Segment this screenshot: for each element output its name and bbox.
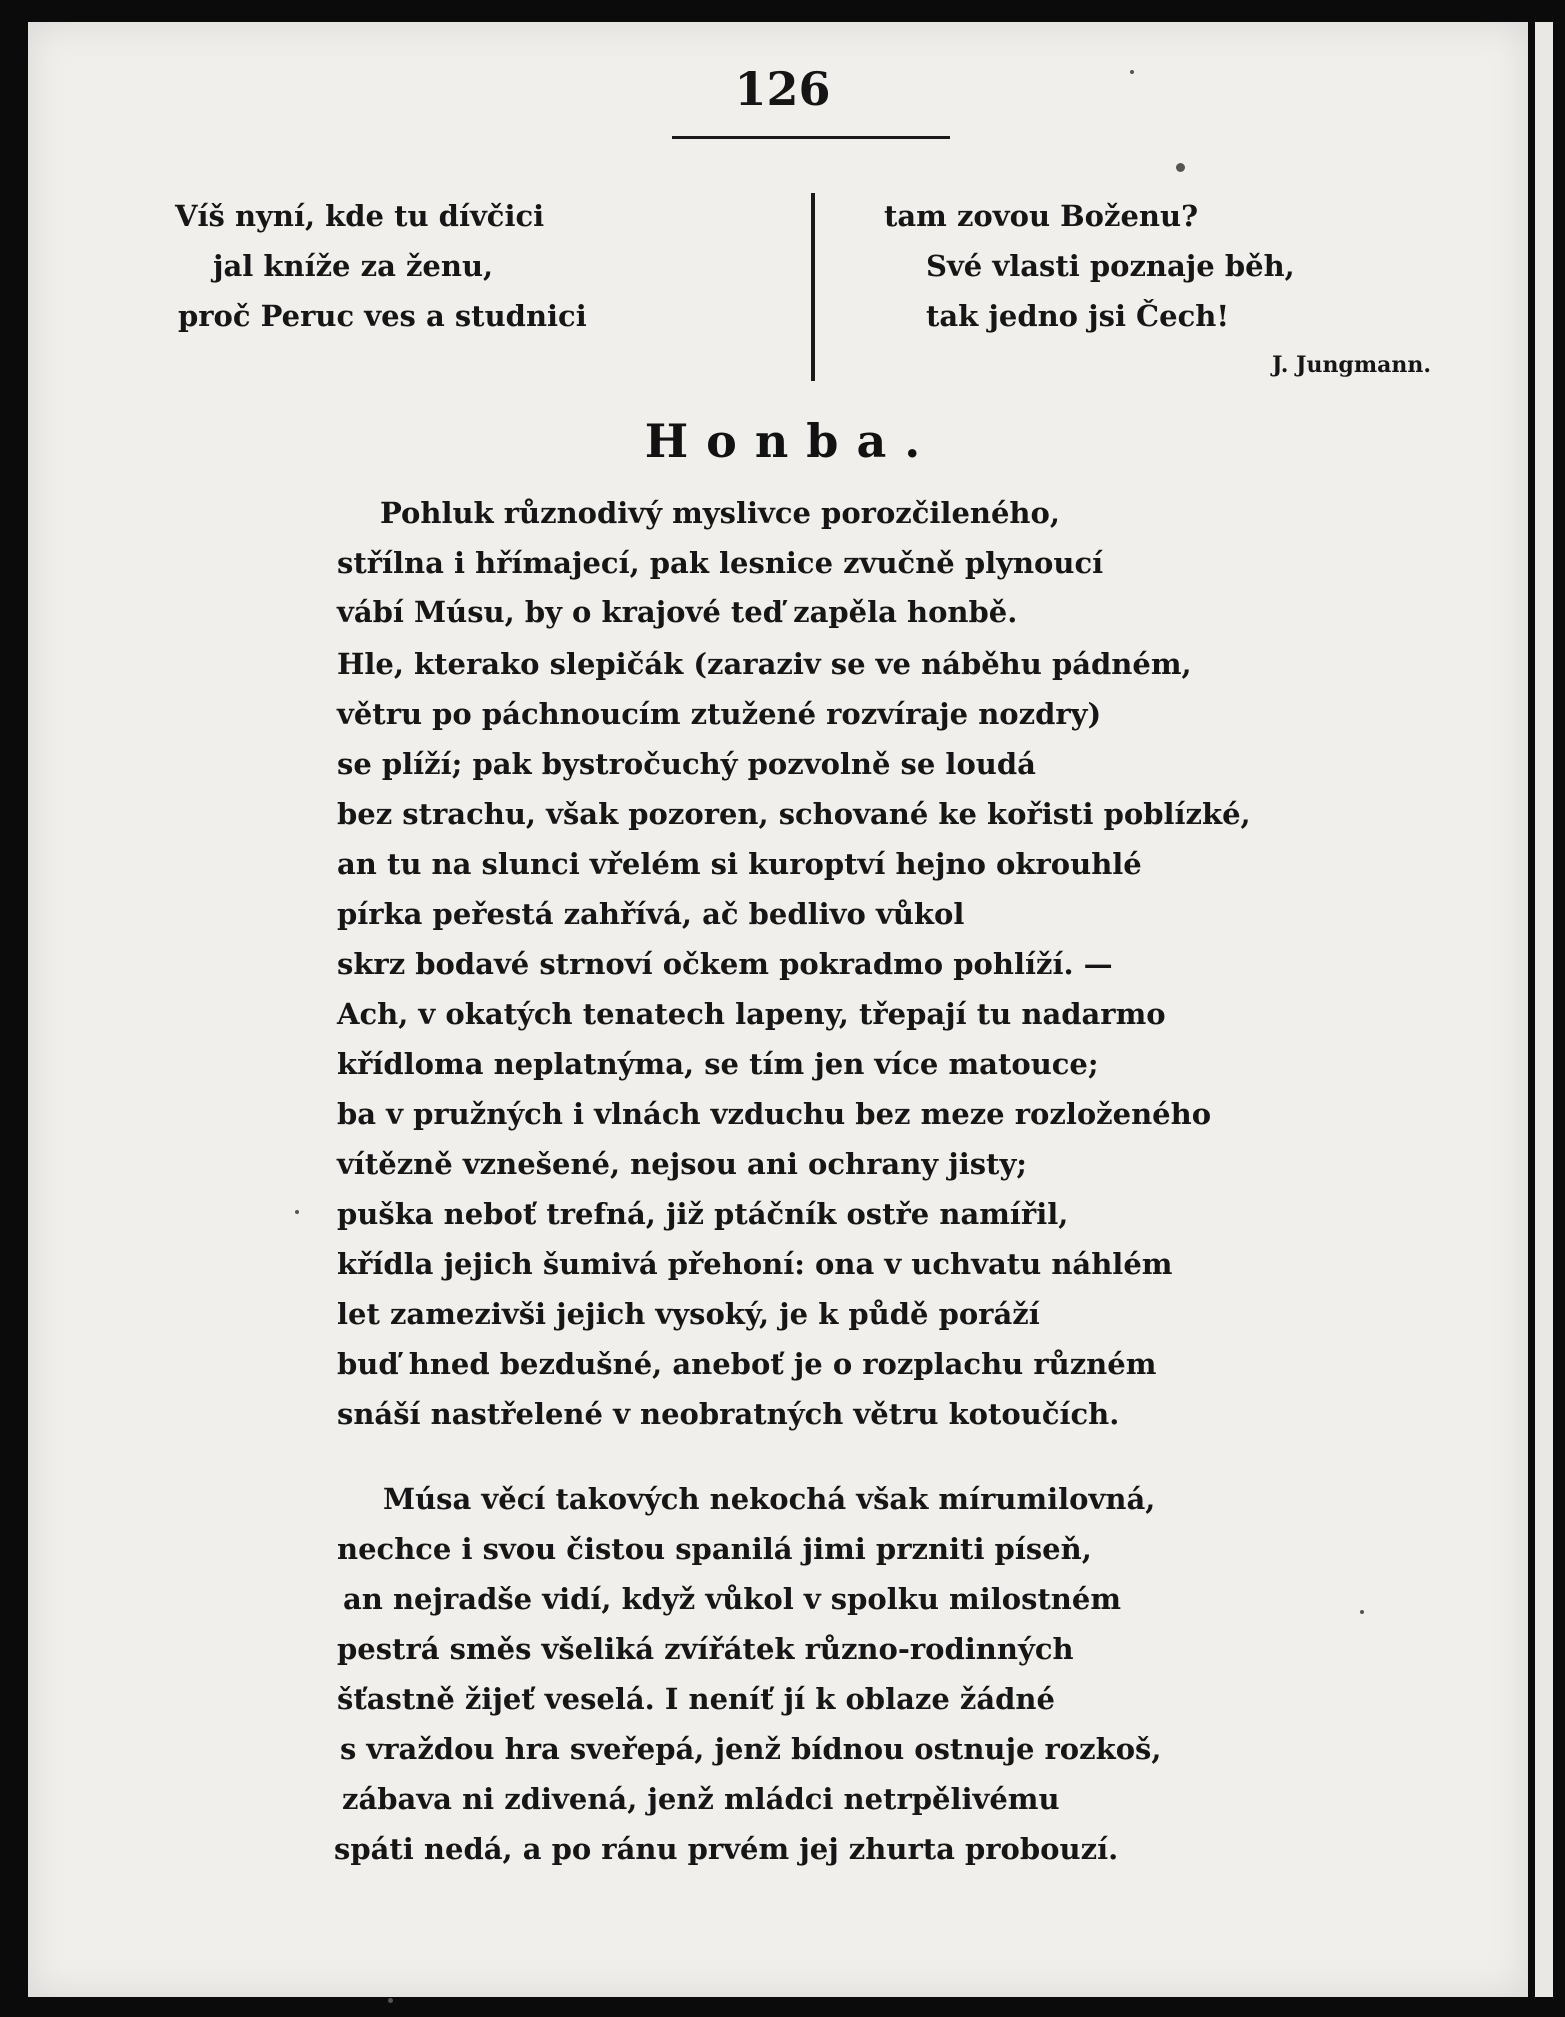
poem-line: Músa věcí takových nekochá však mírumilovná, — [383, 1482, 1156, 1516]
poem-line: puška neboť trefná, již ptáčník ostře namířil, — [337, 1197, 1069, 1231]
scan-speck — [1360, 1610, 1364, 1614]
poem-line: s vraždou hra sveřepá, jenž bídnou ostnuje rozkoš, — [340, 1732, 1162, 1766]
page-edge — [1535, 22, 1553, 1997]
verse-left-line: Víš nyní, kde tu dívčici — [175, 199, 545, 233]
poem-line: buď hned bezdušné, aneboť je o rozplachu různém — [337, 1347, 1157, 1381]
poem-line: nechce i svou čistou spanilá jimi przniti píseň, — [337, 1532, 1092, 1566]
poem-line: skrz bodavé strnoví očkem pokradmo pohlíží. — — [337, 947, 1113, 981]
scan-speck — [1176, 163, 1185, 172]
verse-right-line: Své vlasti poznaje běh, — [926, 249, 1295, 283]
poem-line: se plíží; pak bystročuchý pozvolně se loudá — [337, 747, 1036, 781]
author-signature: J. Jungmann. — [1272, 352, 1431, 378]
column-divider — [811, 193, 815, 381]
page-number: 126 — [734, 62, 831, 116]
verse-left-line: jal kníže za ženu, — [213, 249, 494, 283]
scan-speck — [388, 1998, 393, 2003]
poem-line: pestrá směs všeliká zvířátek různo-rodinných — [337, 1632, 1074, 1666]
poem-title: Honba. — [644, 414, 939, 468]
poem-line: Hle, kterako slepičák (zaraziv se ve náběhu pádném, — [337, 647, 1192, 681]
poem-line: an nejradše vidí, když vůkol v spolku milostném — [343, 1582, 1122, 1616]
verse-left-line: proč Peruc ves a studnici — [178, 299, 587, 333]
poem-line: ba v pružných i vlnách vzduchu bez meze rozloženého — [337, 1097, 1212, 1131]
poem-line: vítězně vznešené, nejsou ani ochrany jisty; — [337, 1147, 1028, 1181]
poem-line: Ach, v okatých tenatech lapeny, třepají tu nadarmo — [337, 997, 1166, 1031]
poem-line: an tu na slunci vřelém si kuroptví hejno okrouhlé — [337, 847, 1142, 881]
verse-right-line: tak jedno jsi Čech! — [926, 299, 1230, 333]
verse-right-line: tam zovou Boženu? — [884, 199, 1199, 233]
poem-line: Pohluk různodivý myslivce porozčileného, — [380, 496, 1060, 530]
scan-speck — [1130, 70, 1134, 74]
poem-line: snáší nastřelené v neobratných větru kotoučích. — [337, 1397, 1120, 1431]
poem-line: pírka peřestá zahřívá, ač bedlivo vůkol — [337, 897, 965, 931]
poem-line: zábava ni zdivená, jenž mládci netrpělivému — [342, 1782, 1060, 1816]
poem-line: bez strachu, však pozoren, schované ke kořisti poblízké, — [337, 797, 1251, 831]
poem-line: šťastně žijeť veselá. I neníť jí k oblaze žádné — [337, 1682, 1055, 1716]
poem-line: křídla jejich šumivá přehoní: ona v uchvatu náhlém — [337, 1247, 1173, 1281]
poem-line: spáti nedá, a po ránu prvém jej zhurta probouzí. — [334, 1832, 1119, 1866]
poem-line: větru po páchnoucím ztužené rozvíraje nozdry) — [337, 697, 1102, 731]
header-rule — [672, 136, 950, 139]
poem-line: let zamezivši jejich vysoký, je k půdě poráží — [337, 1297, 1040, 1331]
poem-line: vábí Músu, by o krajové teď zapěla honbě. — [337, 595, 1018, 629]
poem-line: křídloma neplatnýma, se tím jen více matouce; — [337, 1047, 1099, 1081]
poem-line: střílna i hřímajecí, pak lesnice zvučně plynoucí — [337, 546, 1104, 580]
scan-speck — [295, 1210, 299, 1214]
